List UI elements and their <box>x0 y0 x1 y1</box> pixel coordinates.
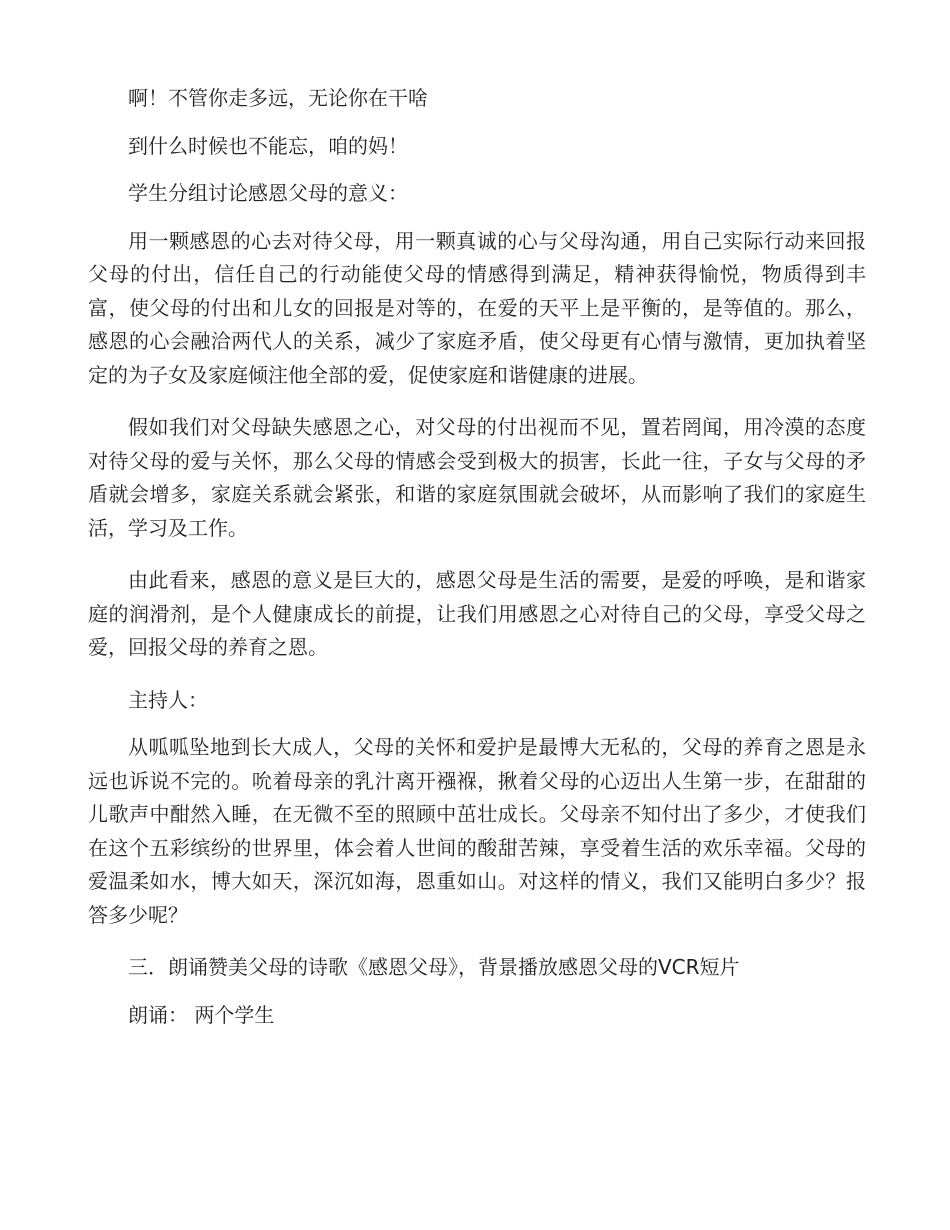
paragraph-poem-line-1: 啊！不管你走多远，无论你在干啥 <box>128 86 428 110</box>
document-page <box>88 82 866 1046</box>
paragraph-host-speech: 从呱呱坠地到长大成人，父母的关怀和爱护是最博大无私的，父母的养育之恩是永远也诉说不完的。吮着母亲的乳汁离开襁褓，揪着父母的心迈出人生第一步，在甜甜的儿歌声中酣然入睡，在无微不至的照顾中茁壮成长。父母亲不知付出了多少，才使我们在这个五彩缤纷的世界里，体会着人世间的酸甜苦辣，享受着生活的欢乐幸福。父母的爱温柔如水，博大如天，深沉如海，恩重如山。对这样的情义，我们又能明白多少？报答多少呢？ <box>88 735 866 927</box>
paragraph-host-label: 主持人： <box>128 687 208 712</box>
paragraph-gratitude-meaning: 用一颗感恩的心去对待父母，用一颗真诚的心与父母沟通，用自己实际行动来回报父母的付出，信任自己的行动能使父母的情感得到满足，精神获得愉悦，物质得到丰富，使父母的付出和儿女的回报是对等的，在爱的天平上是平衡的，是等值的。那么，感恩的心会融洽两代人的关系，减少了家庭矛盾，使父母更有心情与激情，更加执着坚定的为子女及家庭倾注他全部的爱，促使家庭和谐健康的进展。 <box>88 228 866 387</box>
paragraph-section-three: 三．朗诵赞美父母的诗歌《感恩父母》，背景播放感恩父母的VCR短片 <box>128 955 740 979</box>
paragraph-lack-of-gratitude: 假如我们对父母缺失感恩之心，对父母的付出视而不见，置若罔闻，用冷漠的态度对待父母的爱与关怀，那么父母的情感会受到极大的损害，长此一往，子女与父母的矛盾就会增多，家庭关系就会紧张，和谐的家庭氛围就会破坏，从而影响了我们的家庭生活，学习及工作。 <box>88 415 866 540</box>
paragraph-poem-line-2: 到什么时候也不能忘，咱的妈！ <box>128 133 408 158</box>
paragraph-discussion-heading: 学生分组讨论感恩父母的意义： <box>128 181 408 205</box>
paragraph-conclusion: 由此看来，感恩的意义是巨大的，感恩父母是生活的需要，是爱的呼唤，是和谐家庭的润滑剂，是个人健康成长的前提，让我们用感恩之心对待自己的父母，享受父母之爱，回报父母的养育之恩。 <box>88 568 866 659</box>
paragraph-recitation: 朗诵： 两个学生 <box>128 1002 275 1027</box>
